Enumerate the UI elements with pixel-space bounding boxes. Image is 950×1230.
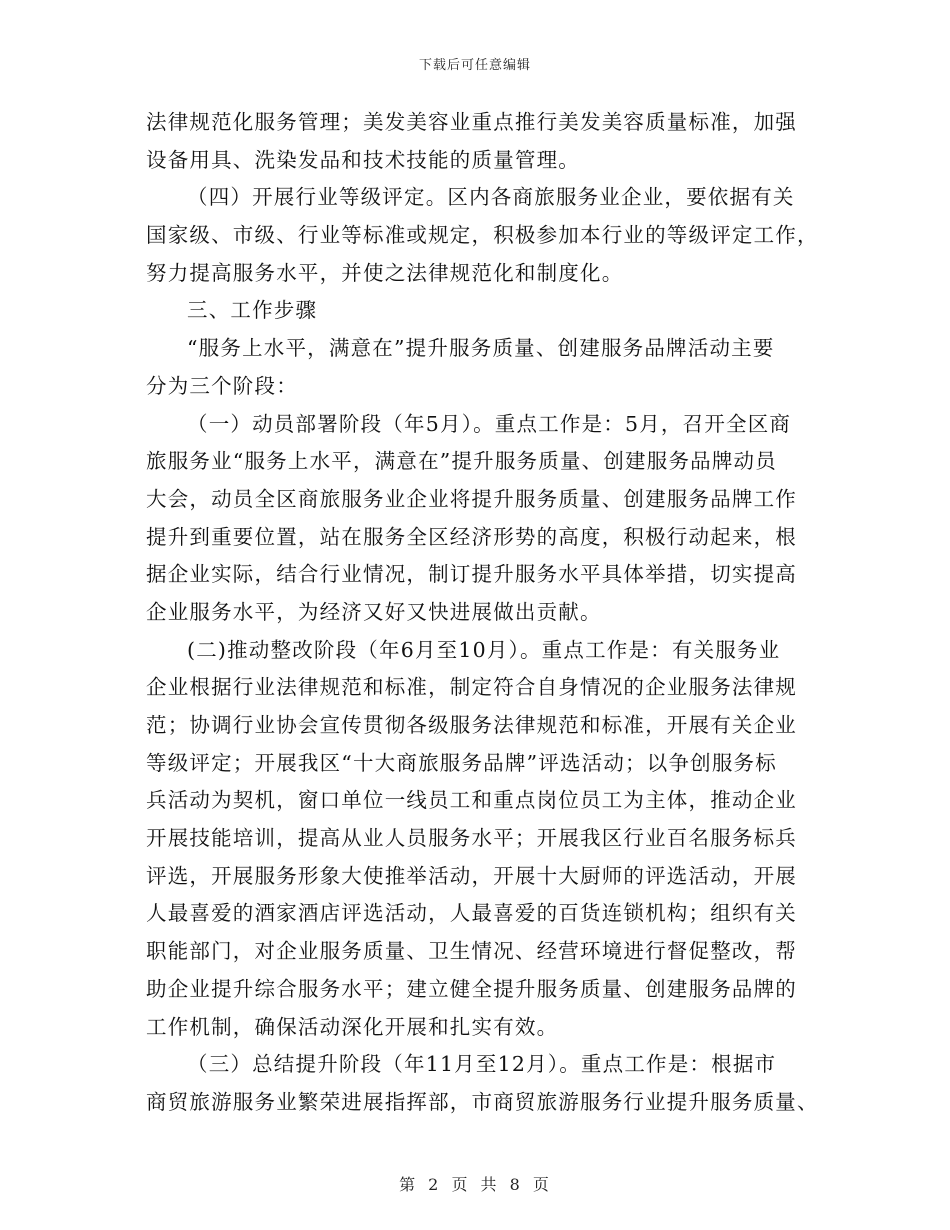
text-line: 设备用具、洗染发品和技术技能的质量管理。 bbox=[146, 147, 580, 172]
page-number: 第 2 页 共 8 页 bbox=[399, 1175, 551, 1194]
text-line: 工作机制，确保活动深化开展和扎实有效。 bbox=[146, 1014, 559, 1039]
text-line: 企业服务水平，为经济又好又快进展做出贡献。 bbox=[146, 599, 602, 624]
text-line: 人最喜爱的酒家酒店评选活动，人最喜爱的百货连锁机构；组织有关 bbox=[146, 901, 797, 926]
page-header-note: 下载后可任意编辑 bbox=[418, 58, 531, 73]
text-line: “服务上水平，满意在”提升服务质量、创建服务品牌活动主要 bbox=[187, 336, 775, 361]
text-line: （四）开展行业等级评定。区内各商旅服务业企业，要依据有关 bbox=[187, 185, 795, 210]
text-line: 企业根据行业法律规范和标准，制定符合自身情况的企业服务法律规 bbox=[146, 675, 797, 700]
text-line: （三）总结提升阶段（年11月至12月）。重点工作是：根据市 bbox=[187, 1052, 777, 1077]
text-line: 分为三个阶段： bbox=[146, 373, 298, 398]
text-line: 法律规范化服务管理；美发美容业重点推行美发美容质量标准，加强 bbox=[146, 110, 797, 134]
text-line: 旅服务业“服务上水平，满意在”提升服务质量、创建服务品牌动员 bbox=[146, 449, 777, 474]
text-line: 评选，开展服务形象大使推举活动，开展十大厨师的评选活动，开展 bbox=[146, 863, 797, 888]
text-line: (二)推动整改阶段（年6月至10月）。重点工作是：有关服务业 bbox=[187, 637, 781, 662]
text-line: 据企业实际，结合行业情况，制订提升服务水平具体举措，切实提高 bbox=[146, 562, 797, 587]
text-line: （一）动员部署阶段（年5月）。重点工作是：5月，召开全区商 bbox=[187, 411, 792, 436]
text-line: 等级评定；开展我区“十大商旅服务品牌”评选活动；以争创服务标 bbox=[146, 750, 777, 775]
section-heading: 三、工作步骤 bbox=[187, 298, 318, 323]
text-line: 大会，动员全区商旅服务业企业将提升服务质量、创建服务品牌工作 bbox=[146, 486, 797, 511]
text-line: 开展技能培训，提高从业人员服务水平；开展我区行业百名服务标兵 bbox=[146, 826, 797, 851]
document-body bbox=[146, 104, 819, 1122]
text-line: 职能部门，对企业服务质量、卫生情况、经营环境进行督促整改，帮 bbox=[146, 939, 797, 964]
text-line: 提升到重要位置，站在服务全区经济形势的高度，积极行动起来，根 bbox=[146, 524, 797, 549]
text-line: 国家级、市级、行业等标准或规定，积极参加本行业的等级评定工作， bbox=[146, 223, 819, 248]
text-line: 努力提高服务水平，并使之法律规范化和制度化。 bbox=[146, 260, 624, 285]
text-line: 范；协调行业协会宣传贯彻各级服务法律规范和标准，开展有关企业 bbox=[146, 713, 797, 737]
text-line: 助企业提升综合服务水平；建立健全提升服务质量、创建服务品牌的 bbox=[146, 976, 797, 1001]
text-line: 兵活动为契机，窗口单位一线员工和重点岗位员工为主体，推动企业 bbox=[146, 788, 797, 813]
text-line: 商贸旅游服务业繁荣进展指挥部，市商贸旅游服务行业提升服务质量、 bbox=[146, 1089, 819, 1114]
